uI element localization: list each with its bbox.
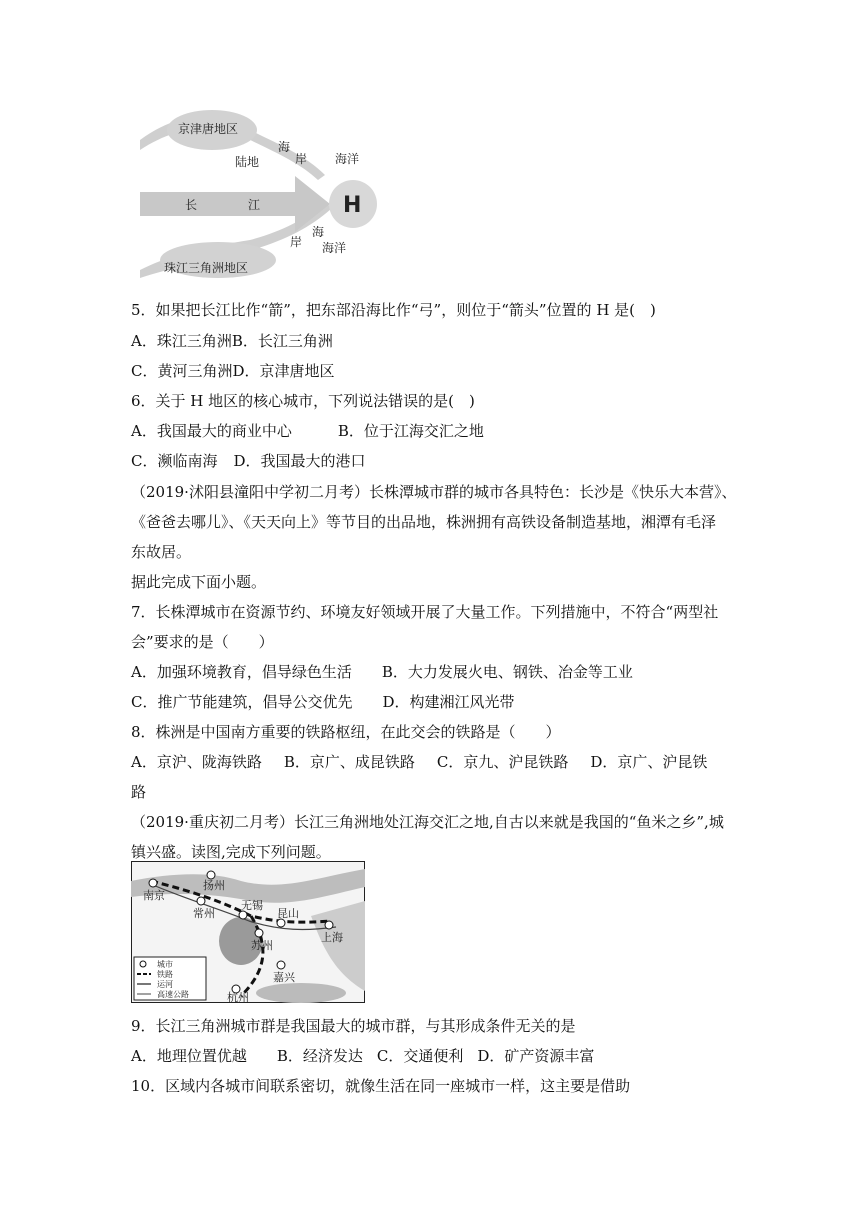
q9-option-a: A．地理位置优越 [131, 1047, 247, 1065]
city-dot-nanjing [149, 879, 157, 887]
q8-stem: 8．株洲是中国南方重要的铁路枢纽，在此交会的铁路是（ ） [131, 723, 561, 741]
q6-option-c: C．濒临南海 [131, 452, 218, 470]
label-chang: 长 [185, 198, 198, 212]
yangtze-arrow-diagram [140, 100, 385, 278]
legend-canal: 运河 [157, 980, 173, 989]
label-hai-bottom: 海 [312, 225, 325, 239]
q5-stem: 5．如果把长江比作“箭”，把东部沿海比作“弓”，则位于“箭头”位置的 H 是( ) [131, 301, 656, 319]
q10-stem: 10．区域内各城市间联系密切，就像生活在同一座城市一样，这主要是借助 [131, 1077, 631, 1095]
q6-options-ab [131, 421, 484, 441]
city-dot-jiaxing [277, 961, 285, 969]
q9-stem: 9．长江三角洲城市群是我国最大的城市群，与其形成条件无关的是 [131, 1017, 576, 1035]
q9-option-c: C．交通便利 [376, 1047, 464, 1065]
passage1-line1: （2019·沭阳县潼阳中学初二月考）长株潭城市群的城市各具特色：长沙是《快乐大本营》、 [131, 483, 737, 501]
passage2-line2: 镇兴盛。读图,完成下列问题。 [131, 843, 331, 861]
q6-stem: 6．关于 H 地区的核心城市，下列说法错误的是( ) [131, 392, 475, 410]
city-dot-yangzhou [207, 871, 215, 879]
passage1-line2: 《爸爸去哪儿》、《天天向上》等节目的出品地，株洲拥有高铁设备制造基地，湘潭有毛泽 [131, 513, 717, 531]
legend-city: 城市 [157, 960, 173, 969]
city-nanjing: 南京 [143, 889, 165, 902]
label-h: H [343, 193, 362, 218]
q8-option-b: B．京广、成昆铁路 [283, 753, 415, 771]
city-hangzhou: 杭州 [227, 991, 249, 1003]
q5-options-cd: C．黄河三角洲D．京津唐地区 [131, 362, 335, 380]
q6-option-d: D．我国最大的港口 [233, 452, 366, 470]
q8-option-d-cont: 路 [131, 783, 147, 801]
legend-highway: 高速公路 [157, 990, 189, 999]
label-an-top: 岸 [295, 152, 308, 166]
q6-option-a: A．我国最大的商业中心 [131, 422, 292, 440]
q7-option-a: A．加强环境教育，倡导绿色生活 [131, 663, 352, 681]
city-changzhou: 常州 [193, 907, 215, 920]
q7-options-ab [131, 662, 633, 682]
passage1-line3: 东故居。 [131, 543, 192, 561]
city-yangzhou: 扬州 [203, 879, 225, 892]
q6-option-b: B．位于江海交汇之地 [337, 422, 484, 440]
city-dot-suzhou [255, 929, 263, 937]
city-suzhou: 苏州 [251, 939, 273, 952]
city-shanghai: 上海 [321, 931, 343, 944]
city-wuxi: 无锡 [241, 899, 263, 912]
label-haiyang-top: 海洋 [335, 152, 360, 166]
hangzhou-bay [256, 983, 346, 1003]
q7-stem-line1: 7．长株潭城市在资源节约、环境友好领域开展了大量工作。下列措施中，不符合“两型社 [131, 603, 719, 621]
passage1-line4: 据此完成下面小题。 [131, 573, 267, 591]
legend-railway: 铁路 [157, 970, 173, 979]
city-dot-kunshan [277, 919, 285, 927]
q9-option-d: D．矿产资源丰富 [477, 1047, 595, 1065]
city-kunshan: 昆山 [277, 907, 299, 920]
city-dot-changzhou [197, 897, 205, 905]
label-jiang: 江 [248, 198, 261, 212]
label-haiyang-bottom: 海洋 [322, 241, 347, 255]
label-hai-top: 海 [278, 140, 291, 154]
q6-options-cd [131, 451, 366, 471]
label-jingjintang: 京津唐地区 [178, 122, 239, 136]
label-zhujiang: 珠江三角洲地区 [164, 261, 249, 275]
label-an-bottom: 岸 [290, 235, 303, 249]
city-jiaxing: 嘉兴 [273, 971, 295, 984]
q9-options [131, 1046, 594, 1066]
label-ludi: 陆地 [235, 155, 260, 169]
yangtze-arrow [140, 176, 330, 232]
q9-option-b: B．经济发达 [276, 1047, 363, 1065]
q8-options [131, 752, 707, 772]
q7-stem-line2: 会”要求的是（ ） [131, 633, 274, 651]
q7-options-cd [131, 692, 515, 712]
yangtze-delta-map [131, 861, 365, 1003]
legend-city-symbol [140, 961, 146, 967]
city-dot-shanghai [325, 921, 333, 929]
q5-options-ab: A．珠江三角洲B．长江三角洲 [131, 332, 333, 350]
q7-option-d: D．构建湘江风光带 [382, 693, 515, 711]
q8-option-a: A．京沪、陇海铁路 [131, 753, 262, 771]
q7-option-c: C．推广节能建筑，倡导公交优先 [131, 693, 353, 711]
q8-option-d: D．京广、沪昆铁 [590, 753, 708, 771]
city-dot-wuxi [239, 911, 247, 919]
q7-option-b: B．大力发展火电、钢铁、冶金等工业 [381, 663, 633, 681]
passage2-line1: （2019·重庆初二月考）长江三角洲地处江海交汇之地,自古以来就是我国的“鱼米之乡”,城 [131, 813, 724, 831]
q8-option-c: C．京九、沪昆铁路 [436, 753, 569, 771]
